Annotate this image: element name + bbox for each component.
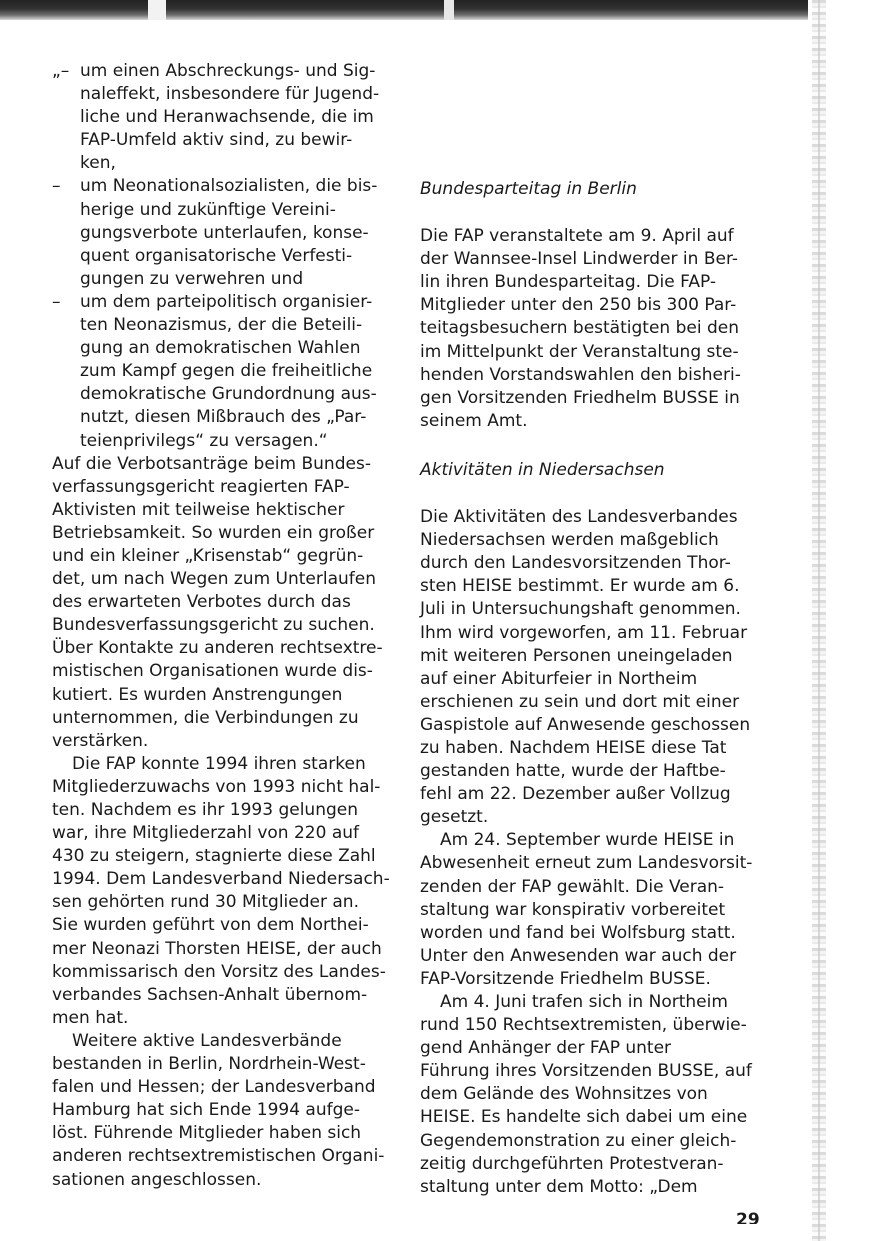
text-line: teitagsbesuchern bestätigten bei den bbox=[420, 318, 739, 339]
text-line: Die FAP konnte 1994 ihren starken bbox=[72, 753, 366, 774]
text-line: quent organisatorische Verfesti- bbox=[80, 245, 353, 266]
text-line: im Mittelpunkt der Veranstaltung ste- bbox=[420, 341, 739, 362]
text-line: sationen angeschlossen. bbox=[52, 1169, 262, 1190]
text-line: zenden der FAP gewählt. Die Veran- bbox=[420, 876, 725, 897]
text-line: sen gehörten rund 30 Mitglieder an. bbox=[52, 892, 359, 913]
text-line: erschienen zu sein und dort mit einer bbox=[420, 691, 740, 712]
page-number: 29 bbox=[736, 1210, 760, 1224]
text-line: mistischen Organisationen wurde dis- bbox=[52, 661, 373, 682]
scan-border-gap bbox=[148, 0, 166, 20]
text-line: gen Vorsitzenden Friedhelm BUSSE in bbox=[420, 387, 740, 408]
text-line: staltung war konspirativ vorbereitet bbox=[420, 899, 726, 920]
text-line: det, um nach Wegen zum Unterlaufen bbox=[52, 569, 377, 590]
text-line: Gaspistole auf Anwesende geschossen bbox=[420, 714, 751, 735]
text-line: Mitglieder unter den 250 bis 300 Par- bbox=[420, 295, 737, 316]
text-line: um Neonationalsozialisten, die bis- bbox=[80, 176, 378, 197]
list-marker: – bbox=[52, 176, 61, 197]
text-line: durch den Landesvorsitzenden Thor- bbox=[420, 553, 731, 574]
text-line: 1994. Dem Landesverband Niedersach- bbox=[52, 869, 390, 890]
text-line: zu haben. Nachdem HEISE diese Tat bbox=[420, 737, 727, 758]
text-line: men hat. bbox=[52, 1007, 129, 1028]
text-line: zum Kampf gegen die freiheitliche bbox=[80, 361, 373, 382]
text-line: gungen zu verwehren und bbox=[80, 268, 304, 289]
text-line: ken, bbox=[80, 153, 116, 174]
text-line: unternommen, die Verbindungen zu bbox=[52, 707, 359, 728]
text-line: der Wannsee-Insel Lindwerder in Ber- bbox=[420, 249, 738, 270]
text-line: teienprivilegs“ zu versagen.“ bbox=[80, 430, 328, 451]
section-heading: Aktivitäten in Niedersachsen bbox=[420, 459, 665, 480]
text-line: anderen rechtsextremistischen Organi- bbox=[52, 1146, 385, 1167]
text-line: um dem parteipolitisch organisier- bbox=[80, 291, 373, 312]
text-line: lin ihren Bundesparteitag. Die FAP- bbox=[420, 272, 716, 293]
text-line: sten HEISE bestimmt. Er wurde am 6. bbox=[420, 576, 740, 597]
text-line: Niedersachsen werden maßgeblich bbox=[420, 530, 719, 551]
scan-edge-line bbox=[818, 0, 820, 1241]
text-line: Abwesenheit erneut zum Landesvorsit- bbox=[420, 853, 753, 874]
text-line: Hamburg hat sich Ende 1994 aufge- bbox=[52, 1100, 360, 1121]
text-line: Mitgliederzuwachs von 1993 nicht hal- bbox=[52, 776, 381, 797]
text-line: gend Anhänger der FAP unter bbox=[420, 1038, 672, 1059]
text-line: Gegendemonstration zu einer gleich- bbox=[420, 1130, 737, 1151]
text-line: henden Vorstandswahlen den bisheri- bbox=[420, 364, 741, 385]
list-item bbox=[52, 291, 382, 453]
text-line: verstärken. bbox=[52, 730, 149, 751]
paragraph bbox=[420, 506, 765, 829]
text-line: verbandes Sachsen-Anhalt übernom- bbox=[52, 984, 368, 1005]
paragraph bbox=[420, 991, 765, 1199]
text-line: auf einer Abiturfeier in Northeim bbox=[420, 668, 698, 689]
scan-border-gap bbox=[444, 0, 454, 20]
text-line: zeitig durchgeführten Protestveran- bbox=[420, 1153, 724, 1174]
paragraph bbox=[420, 829, 765, 991]
text-line: Juli in Untersuchungshaft genommen. bbox=[420, 599, 741, 620]
text-line: war, ihre Mitgliederzahl von 220 auf bbox=[52, 823, 359, 844]
text-line: um einen Abschreckungs- und Sig- bbox=[80, 61, 376, 81]
text-line: Aktivisten mit teilweise hektischer bbox=[52, 499, 345, 520]
text-line: FAP-Umfeld aktiv sind, zu bewir- bbox=[80, 130, 353, 151]
text-line: rund 150 Rechtsextremisten, überwie- bbox=[420, 1015, 747, 1036]
text-line: HEISE. Es handelte sich dabei um eine bbox=[420, 1107, 748, 1128]
text-line: Führung ihres Vorsitzenden BUSSE, auf bbox=[420, 1061, 752, 1082]
text-line: Die FAP veranstaltete am 9. April auf bbox=[420, 226, 734, 247]
text-line: kommissarisch den Vorsitz des Landes- bbox=[52, 961, 386, 982]
text-line: Weitere aktive Landesverbände bbox=[72, 1030, 342, 1051]
text-line: gung an demokratischen Wahlen bbox=[80, 338, 361, 359]
text-line: Über Kontakte zu anderen rechtsextre- bbox=[52, 638, 383, 659]
text-line: fehl am 22. Dezember außer Vollzug bbox=[420, 784, 731, 805]
scan-top-border bbox=[0, 0, 808, 20]
text-line: herige und zukünftige Vereini- bbox=[80, 199, 336, 220]
text-line: naleffekt, insbesondere für Jugend- bbox=[80, 84, 380, 105]
text-line: Unter den Anwesenden war auch der bbox=[420, 945, 737, 966]
section-spacer bbox=[420, 433, 765, 459]
text-line: worden und fand bei Wolfsburg statt. bbox=[420, 922, 736, 943]
text-line: Die Aktivitäten des Landesverbandes bbox=[420, 507, 738, 528]
text-line: Betriebsamkeit. So wurden ein großer bbox=[52, 522, 375, 543]
list-marker: „– bbox=[52, 61, 70, 81]
heading-spacer bbox=[420, 482, 765, 506]
text-line: FAP-Vorsitzende Friedhelm BUSSE. bbox=[420, 968, 711, 989]
text-line: ten. Nachdem es ihr 1993 gelungen bbox=[52, 800, 358, 820]
text-line: demokratische Grundordnung aus- bbox=[80, 384, 377, 405]
text-line: bestanden in Berlin, Nordrhein-West- bbox=[52, 1054, 366, 1075]
text-line: seinem Amt. bbox=[420, 410, 528, 431]
paragraph bbox=[52, 1030, 385, 1192]
section-heading: Bundesparteitag in Berlin bbox=[420, 179, 637, 199]
text-line: mit weiteren Personen uneingeladen bbox=[420, 645, 733, 666]
text-line: liche und Heranwachsende, die im bbox=[80, 107, 374, 128]
text-line: Sie wurden geführt von dem Northei- bbox=[52, 915, 369, 936]
text-line: verfassungsgericht reagierten FAP- bbox=[52, 476, 350, 497]
text-line: Ihm wird vorgeworfen, am 11. Februar bbox=[420, 622, 748, 643]
text-line: Am 24. September wurde HEISE in bbox=[440, 830, 735, 851]
text-line: gestanden hatte, wurde der Haftbe- bbox=[420, 761, 726, 782]
text-line: gesetzt. bbox=[420, 807, 489, 828]
text-line: löst. Führende Mitglieder haben sich bbox=[52, 1123, 362, 1144]
text-line: staltung unter dem Motto: „Dem bbox=[420, 1176, 698, 1197]
list-item bbox=[52, 60, 382, 175]
paragraph bbox=[420, 225, 765, 433]
list-item bbox=[52, 175, 382, 290]
text-line: nutzt, diesen Mißbrauch des „Par- bbox=[80, 407, 367, 428]
text-line: Auf die Verbotsanträge beim Bundes- bbox=[52, 453, 371, 474]
text-line: des erwarteten Verbotes durch das bbox=[52, 592, 351, 613]
list-marker: – bbox=[52, 291, 61, 312]
text-line: gungsverbote unterlaufen, konse- bbox=[80, 222, 369, 243]
heading-spacer bbox=[420, 201, 765, 225]
paragraph bbox=[52, 753, 390, 1030]
text-line: dem Gelände des Wohnsitzes von bbox=[420, 1084, 708, 1105]
text-line: kutiert. Es wurden Anstrengungen bbox=[52, 684, 343, 705]
text-line: mer Neonazi Thorsten HEISE, der auch bbox=[52, 938, 382, 959]
text-line: 430 zu steigern, stagnierte diese Zahl bbox=[52, 846, 376, 867]
text-line: falen und Hessen; der Landesverband bbox=[52, 1077, 376, 1098]
text-line: Bundesverfassungsgericht zu suchen. bbox=[52, 615, 375, 636]
scan-right-edge bbox=[812, 0, 826, 1241]
paragraph bbox=[52, 453, 382, 753]
left-column bbox=[52, 60, 390, 1192]
right-column bbox=[420, 178, 765, 1199]
text-line: ten Neonazismus, der die Beteili- bbox=[80, 315, 363, 336]
text-line: Am 4. Juni trafen sich in Northeim bbox=[440, 992, 728, 1012]
text-line: und ein kleiner „Krisenstab“ gegrün- bbox=[52, 545, 364, 566]
